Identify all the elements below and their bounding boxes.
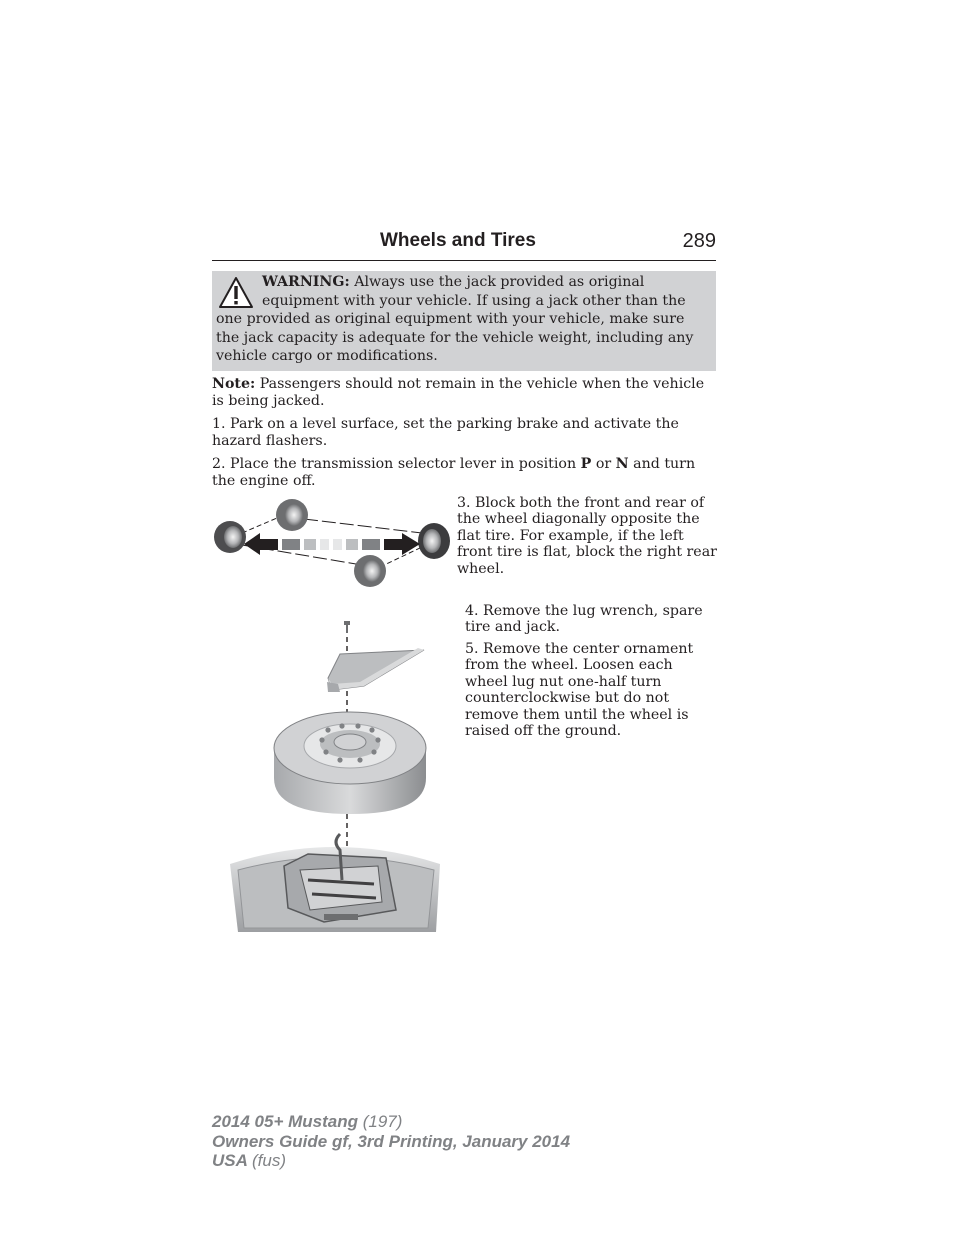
step-2-text-b: and turn the engine off. xyxy=(212,456,696,489)
spare-tire-icon xyxy=(274,712,426,814)
footer-market: USA xyxy=(212,1151,248,1170)
gear-n: N xyxy=(615,456,629,472)
step-2 xyxy=(212,456,716,490)
section-title: Wheels and Tires xyxy=(380,230,536,251)
step-1: 1. Park on a level surface, set the parking brake and activate the hazard flashers. xyxy=(212,416,679,449)
footer-line-2: Owners Guide gf, 3rd Printing, January 2014 xyxy=(212,1131,571,1151)
note-label: Note: xyxy=(212,376,256,392)
footer-model-code: (197) xyxy=(362,1112,403,1131)
footer-line-3 xyxy=(212,1151,570,1171)
footer-line-1 xyxy=(212,1112,570,1132)
step-4: 4. Remove the lug wrench, spare tire and jack. xyxy=(465,603,703,636)
page-number: 289 xyxy=(682,230,716,252)
center-ornament-icon xyxy=(327,648,424,692)
warning-label: WARNING: xyxy=(262,274,350,290)
note-text: Passengers should not remain in the vehicle when the vehicle is being jacked. xyxy=(212,376,705,409)
spare-tire-illustration xyxy=(228,618,444,934)
step-5: 5. Remove the center ornament from the wheel. Loosen each wheel lug nut one-half turn counterclockwise but do not remove them until the wheel is raised off the ground. xyxy=(465,641,694,740)
step-2-text-or: or xyxy=(595,456,612,472)
lug-bolt-icon xyxy=(344,621,350,633)
page-footer xyxy=(212,1112,570,1171)
wheel-block-illustration xyxy=(212,493,452,589)
footer-market-code: (fus) xyxy=(252,1151,286,1170)
note-paragraph xyxy=(212,376,716,410)
jack-well-icon xyxy=(230,834,440,932)
warning-text: Always use the jack provided as original equipment with your vehicle. If using a jack other than the one provided as original equipment with your vehicle, make sure the jack capacity is adequate for the vehicle weight, including any vehicle cargo or modifications. xyxy=(216,274,694,365)
warning-box xyxy=(212,271,716,371)
page-header xyxy=(212,230,716,261)
footer-model: 2014 05+ Mustang xyxy=(212,1112,358,1131)
gear-p: P xyxy=(580,456,592,472)
step-2-text-a: 2. Place the transmission selector lever in position xyxy=(212,456,577,472)
double-arrow-icon xyxy=(244,533,420,555)
step-3: 3. Block both the front and rear of the wheel diagonally opposite the flat tire. For example, if the left front tire is flat, block the right rear wheel. xyxy=(457,495,717,577)
warning-triangle-icon xyxy=(218,276,254,310)
